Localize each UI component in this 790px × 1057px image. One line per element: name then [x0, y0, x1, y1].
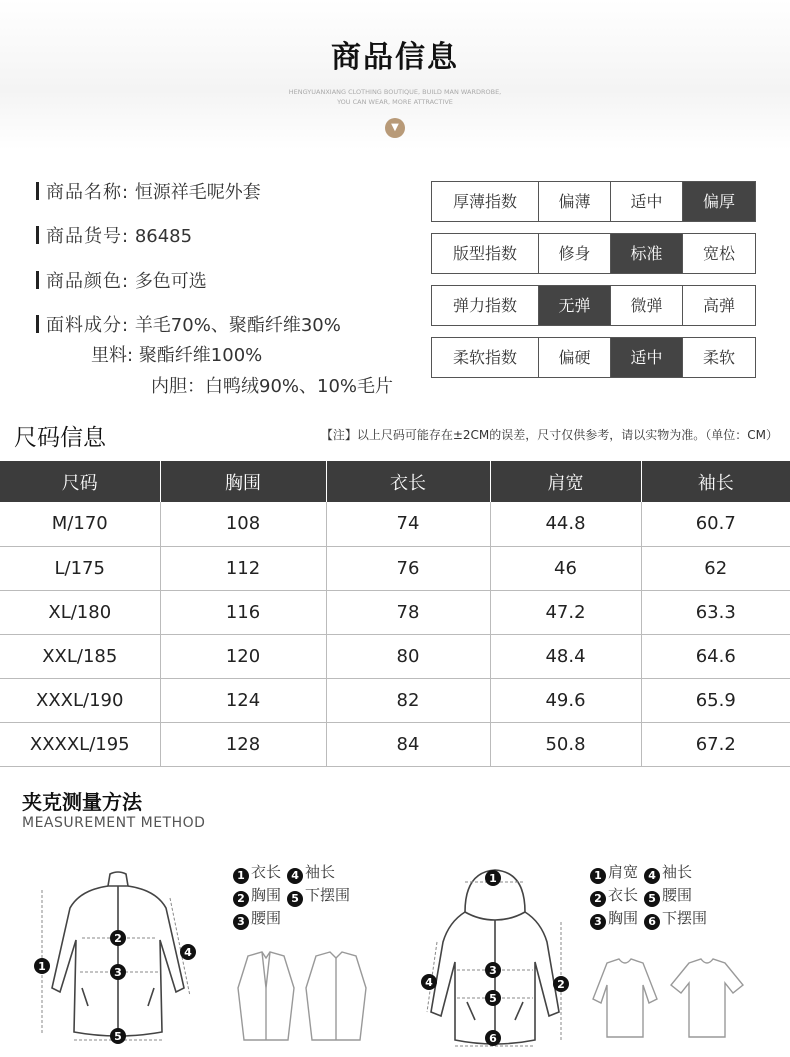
hoodie-legend: [590, 861, 707, 930]
measure-marker-label: 1: [489, 872, 497, 885]
size-table: [0, 461, 790, 767]
tshirt-icons: [585, 955, 750, 1045]
legend-line: [233, 861, 350, 884]
table-cell: 60.7: [641, 502, 790, 546]
legend-text: 胸围: [608, 909, 639, 927]
legend-text: 腰围: [662, 886, 693, 904]
product-color-row: 商品颜色: 多色可选: [36, 269, 207, 295]
table-cell: 50.8: [490, 722, 641, 766]
legend-number: 1: [590, 868, 606, 884]
product-color-value: 多色可选: [134, 271, 207, 292]
product-code-value: 86485: [134, 226, 193, 247]
measure-marker-label: 2: [557, 978, 565, 991]
table-cell: 67.2: [641, 722, 790, 766]
measure-marker-label: 5: [114, 1030, 122, 1043]
index-row: [431, 233, 756, 274]
table-cell: 47.2: [490, 590, 641, 634]
legend-number: 3: [233, 914, 249, 930]
blazer-shirt-icons: [228, 948, 373, 1048]
jacket-legend: [233, 861, 350, 930]
table-cell: 128: [160, 722, 326, 766]
index-option: 适中: [610, 182, 682, 221]
table-cell: XXXL/190: [0, 678, 160, 722]
legend-text: 下摆围: [662, 909, 708, 927]
measure-marker-label: 3: [114, 966, 122, 979]
legend-line: [590, 861, 707, 884]
lining-row: 里料: 聚酯纤维100%: [91, 345, 263, 366]
jacket-illustration: [30, 868, 220, 1048]
size-column-header: 衣长: [326, 461, 490, 502]
table-cell: 108: [160, 502, 326, 546]
table-row: [0, 546, 790, 590]
index-option: 柔软: [682, 338, 755, 377]
index-option: 适中: [610, 338, 682, 377]
page-subtitle: HENGYUANXIANG CLOTHING BOUTIQUE, BUILD MAN WARDROBE, YOU CAN WEAR, MORE ATTRACTIVE: [288, 88, 502, 106]
legend-line: [233, 884, 350, 907]
index-option: 偏硬: [538, 338, 610, 377]
index-row: [431, 337, 756, 378]
product-name-value: 恒源祥毛呢外套: [134, 182, 261, 203]
index-row: [431, 181, 756, 222]
table-cell: 64.6: [641, 634, 790, 678]
legend-text: 腰围: [251, 909, 282, 927]
size-column-header: 胸围: [160, 461, 326, 502]
index-label: 柔软指数: [452, 348, 517, 367]
index-label: 弹力指数: [452, 296, 517, 315]
table-cell: XXXXL/195: [0, 722, 160, 766]
table-row: [0, 678, 790, 722]
index-row: [431, 285, 756, 326]
legend-number: 5: [287, 891, 303, 907]
legend-number: 3: [590, 914, 606, 930]
fabric-value: 羊毛70%、聚酯纤维30%: [134, 315, 341, 336]
table-cell: 74: [326, 502, 490, 546]
table-cell: 116: [160, 590, 326, 634]
measure-marker-label: 4: [425, 976, 433, 989]
table-cell: 124: [160, 678, 326, 722]
index-option: 微弹: [610, 286, 682, 325]
legend-text: 袖长: [662, 863, 693, 881]
index-label: 厚薄指数: [452, 192, 517, 211]
hoodie-illustration: [415, 862, 585, 1052]
index-option: 无弹: [538, 286, 610, 325]
table-cell: 120: [160, 634, 326, 678]
index-label: 版型指数: [452, 244, 517, 263]
measure-marker-label: 2: [114, 932, 122, 945]
table-cell: XL/180: [0, 590, 160, 634]
product-name-row: 商品名称: 恒源祥毛呢外套: [36, 180, 261, 206]
legend-number: 4: [644, 868, 660, 884]
index-option: 偏薄: [538, 182, 610, 221]
index-option: 标准: [610, 234, 682, 273]
legend-number: 1: [233, 868, 249, 884]
table-cell: 112: [160, 546, 326, 590]
measurement-title: 夹克测量方法: [22, 790, 142, 814]
size-table-header: [0, 461, 790, 502]
table-cell: 82: [326, 678, 490, 722]
table-cell: L/175: [0, 546, 160, 590]
table-row: [0, 590, 790, 634]
index-option: 宽松: [682, 234, 755, 273]
legend-number: 6: [644, 914, 660, 930]
table-cell: 76: [326, 546, 490, 590]
legend-text: 肩宽: [608, 863, 639, 881]
table-cell: 80: [326, 634, 490, 678]
table-cell: 49.6: [490, 678, 641, 722]
legend-number: 2: [233, 891, 249, 907]
size-note: 【注】以上尺码可能存在±2CM的误差，尺寸仅供参考，请以实物为准。（单位：CM）: [320, 428, 778, 442]
measure-marker-label: 4: [184, 946, 192, 959]
legend-text: 衣长: [251, 863, 282, 881]
inner-lining-value: 内胆：白鸭绒90%、10%毛片: [151, 376, 394, 397]
table-row: [0, 722, 790, 766]
table-cell: 84: [326, 722, 490, 766]
measure-marker-label: 6: [489, 1032, 497, 1045]
lining-value: 聚酯纤维100%: [138, 345, 263, 366]
table-cell: 44.8: [490, 502, 641, 546]
legend-number: 4: [287, 868, 303, 884]
legend-number: 2: [590, 891, 606, 907]
legend-line: [590, 884, 707, 907]
table-cell: M/170: [0, 502, 160, 546]
legend-text: 袖长: [305, 863, 336, 881]
page-title: 商品信息: [331, 40, 459, 75]
size-column-header: 袖长: [641, 461, 790, 502]
table-cell: 78: [326, 590, 490, 634]
index-option: 修身: [538, 234, 610, 273]
index-option: 偏厚: [682, 182, 755, 221]
legend-line: [233, 907, 350, 930]
index-option: 高弹: [682, 286, 755, 325]
measure-marker-label: 3: [489, 964, 497, 977]
fabric-row: 面料成分: 羊毛70%、聚酯纤维30%: [36, 313, 341, 339]
measure-marker-label: 5: [489, 992, 497, 1005]
measurement-subtitle: MEASUREMENT METHOD: [22, 815, 206, 831]
table-row: [0, 502, 790, 546]
size-heading: 尺码信息: [14, 425, 106, 451]
table-row: [0, 634, 790, 678]
table-cell: XXL/185: [0, 634, 160, 678]
legend-number: 5: [644, 891, 660, 907]
product-code-row: 商品货号: 86485: [36, 224, 192, 250]
legend-text: 胸围: [251, 886, 282, 904]
size-column-header: 尺码: [0, 461, 160, 502]
table-cell: 65.9: [641, 678, 790, 722]
table-cell: 62: [641, 546, 790, 590]
legend-line: [590, 907, 707, 930]
legend-text: 衣长: [608, 886, 639, 904]
table-cell: 63.3: [641, 590, 790, 634]
header-banner: [0, 0, 790, 150]
size-column-header: 肩宽: [490, 461, 641, 502]
table-cell: 46: [490, 546, 641, 590]
table-cell: 48.4: [490, 634, 641, 678]
measure-marker-label: 1: [38, 960, 46, 973]
legend-text: 下摆围: [305, 886, 351, 904]
chevron-down-icon: ▼: [385, 118, 405, 138]
